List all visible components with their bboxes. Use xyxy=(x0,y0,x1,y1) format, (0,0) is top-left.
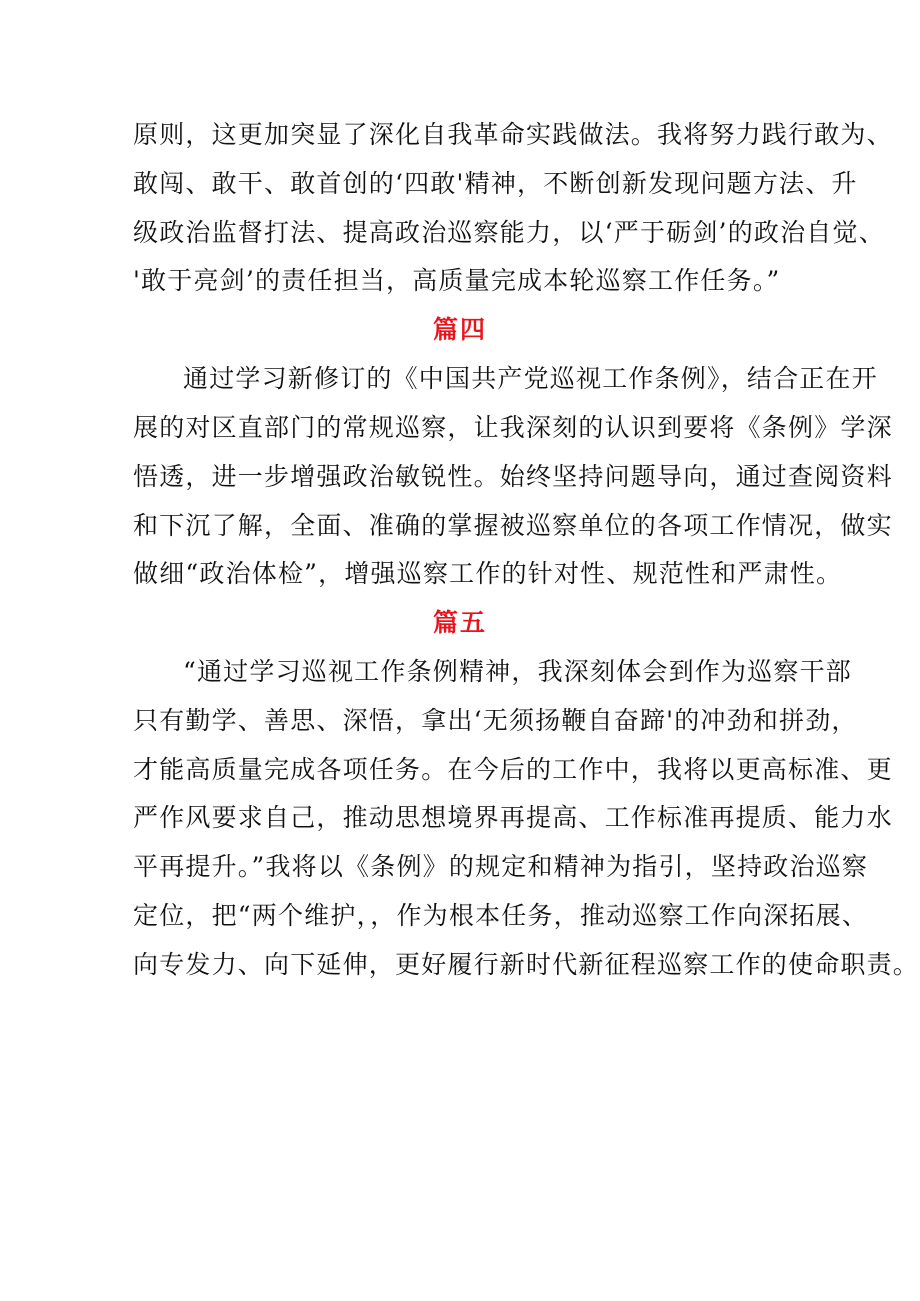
paragraph-line: 平再提升。”我将以《条例》的规定和精神为指引，坚持政治巡察 xyxy=(133,852,869,881)
paragraph-line: 通过学习新修订的《中国共产党巡视工作条例》，结合正在开 xyxy=(183,364,878,393)
paragraph-line: 定位，把“两个维护，，作为根本任务，推动巡察工作向深拓展、 xyxy=(133,901,869,930)
section-4-title: 篇四 xyxy=(432,315,487,344)
paragraph-line: '敢于亮剑’的责任担当，高质量完成本轮巡察工作任务。” xyxy=(133,266,781,295)
section-5-title: 篇五 xyxy=(432,608,487,637)
paragraph-line: 悟透，进一步增强政治敏锐性。始终坚持问题导向，通过查阅资料 xyxy=(133,462,893,491)
paragraph-line: 做细“政治体检”，增强巡察工作的针对性、规范性和严肃性。 xyxy=(133,559,843,588)
paragraph-line: 原则，这更加突显了深化自我革命实践做法。我将努力践行敢为、 xyxy=(133,120,893,149)
paragraph-line: 严作风要求自己，推动思想境界再提高、工作标准再提质、能力水 xyxy=(133,803,893,832)
paragraph-line: 展的对区直部门的常规巡察，让我深刻的认识到要将《条例》学深 xyxy=(133,413,893,442)
paragraph-line: 敢闯、敢干、敢首创的‘四敢'精神，不断创新发现问题方法、升 xyxy=(133,169,858,198)
paragraph-line: “通过学习巡视工作条例精神，我深刻体会到作为巡察干部 xyxy=(183,657,852,686)
paragraph-line: 才能高质量完成各项任务。在今后的工作中，我将以更高标准、更 xyxy=(133,755,893,784)
paragraph-line: 和下沉了解，全面、准确的掌握被巡察单位的各项工作情况，做实 xyxy=(133,511,893,540)
paragraph-line: 只有勤学、善思、深悟，拿出‘无须扬鞭自奋蹄'的冲劲和拼劲， xyxy=(133,706,858,735)
paragraph-line: 级政治监督打法、提高政治巡察能力，以‘严于砺剑’的政治自觉、 xyxy=(133,218,885,247)
paragraph-line: 向专发力、向下延伸，更好履行新时代新征程巡察工作的使命职责。 xyxy=(133,950,920,979)
